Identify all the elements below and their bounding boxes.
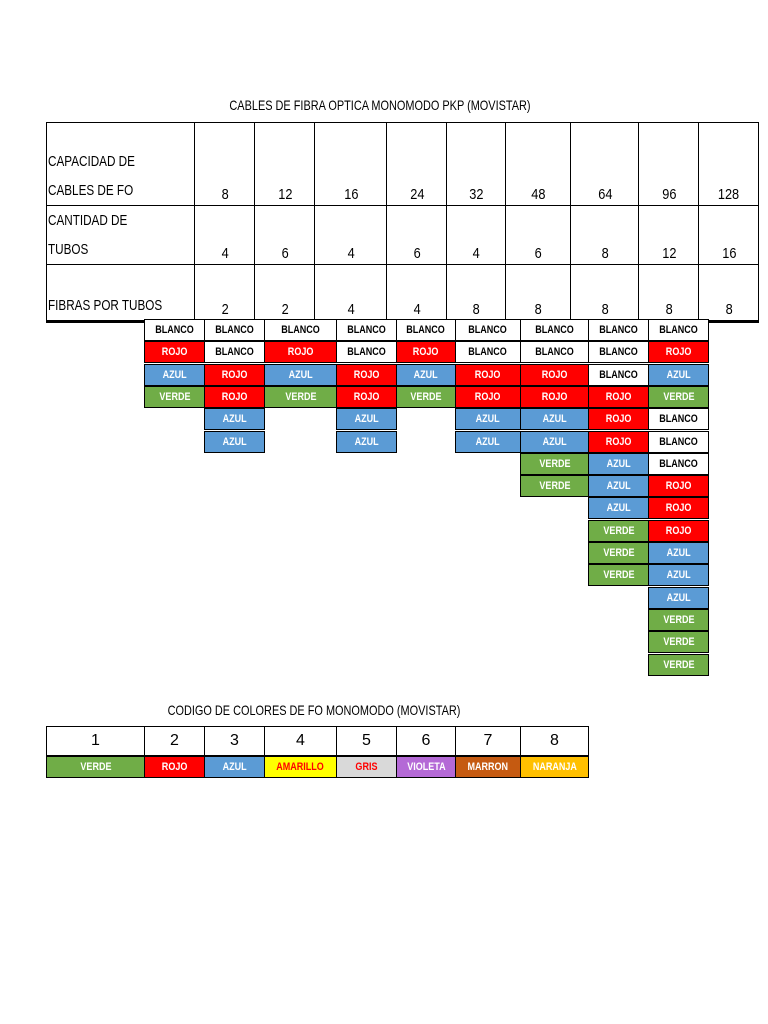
capacidad-row [47,123,759,206]
tube-color-cell: ROJO [520,364,589,386]
capacidad-cell: 32 [447,123,506,206]
tube-color-cell: ROJO [520,386,589,408]
tube-color-cell: VERDE [396,386,456,408]
tube-color-cell: BLANCO [520,319,589,341]
tubos-label-line2: TUBOS [48,241,89,258]
tube-color-cell: VERDE [144,386,205,408]
tube-color-cell: ROJO [264,341,337,363]
tube-color-cell: AZUL [396,364,456,386]
tube-color-cell: ROJO [648,497,709,519]
tube-color-cell: BLANCO [204,341,265,363]
tube-color-cell: AZUL [336,431,397,453]
capacidad-cell: 16 [315,123,387,206]
tube-color-cell: AZUL [588,497,649,519]
tubos-cell: 8 [571,206,639,265]
tubos-cell: 6 [255,206,315,265]
page-title: CABLES DE FIBRA OPTICA MONOMODO PKP (MOVISTAR) [229,97,531,113]
capacidad-cell: 128 [699,123,759,206]
capacidad-label-line1: CAPACIDAD DE [48,153,135,170]
tube-color-cell: VERDE [648,386,709,408]
tube-color-cell: BLANCO [396,319,456,341]
tube-color-cell: BLANCO [648,453,709,475]
fibras-cell: 8 [639,265,699,322]
tube-color-cell: AZUL [144,364,205,386]
fibras-cell: 8 [699,265,759,322]
fibras-cell: 4 [315,265,387,322]
tube-color-cell: ROJO [588,431,649,453]
tube-color-cell: VERDE [264,386,337,408]
tubos-cell: 12 [639,206,699,265]
color-code-swatch: GRIS [337,756,397,778]
tubos-cell: 6 [387,206,447,265]
tube-color-cell: BLANCO [204,319,265,341]
tubos-row [47,206,759,265]
capacidad-cell: 64 [571,123,639,206]
tube-color-cell: AZUL [520,431,589,453]
tube-color-cell: ROJO [204,386,265,408]
fiber-cable-table [46,122,759,323]
capacidad-label [47,123,195,206]
color-code-title: CODIGO DE COLORES DE FO MONOMODO (MOVISTAR) [167,702,461,718]
tubos-label [47,206,195,265]
color-code-names-row [47,756,589,778]
color-code-number: 8 [521,727,589,757]
tube-color-cell: ROJO [455,364,521,386]
capacidad-cell: 96 [639,123,699,206]
fibras-cell: 2 [255,265,315,322]
tube-color-cell: AZUL [204,431,265,453]
tube-color-cell: AZUL [648,542,709,564]
tube-color-cell: VERDE [520,475,589,497]
tubos-cell: 6 [506,206,571,265]
tube-color-cell: ROJO [648,475,709,497]
tube-color-cell: VERDE [588,520,649,542]
tube-color-cell: AZUL [588,475,649,497]
tube-color-cell: BLANCO [455,319,521,341]
color-code-number: 6 [397,727,456,757]
tube-color-cell: ROJO [588,408,649,430]
tube-color-cell: BLANCO [588,319,649,341]
tube-color-cell: BLANCO [144,319,205,341]
tube-color-cell: ROJO [455,386,521,408]
tube-color-cell: AZUL [648,564,709,586]
tube-color-cell: VERDE [588,542,649,564]
tube-color-cell: AZUL [264,364,337,386]
tube-color-cell: BLANCO [648,319,709,341]
fibras-row [47,265,759,322]
color-code-number: 2 [145,727,205,757]
tube-color-cell: BLANCO [455,341,521,363]
fibras-label: FIBRAS POR TUBOS [47,265,195,322]
color-code-swatch: ROJO [145,756,205,778]
color-code-table [46,726,589,778]
tube-color-cell: BLANCO [648,431,709,453]
color-code-number: 4 [265,727,337,757]
tube-color-cell: VERDE [648,609,709,631]
tube-color-cell: ROJO [336,364,397,386]
tube-color-cell: ROJO [648,341,709,363]
color-code-number: 3 [205,727,265,757]
tube-color-cell: AZUL [455,408,521,430]
color-code-number: 5 [337,727,397,757]
tube-color-cell: VERDE [520,453,589,475]
tube-color-cell: AZUL [204,408,265,430]
tubos-cell: 4 [447,206,506,265]
capacidad-cell: 48 [506,123,571,206]
tube-color-cell: ROJO [204,364,265,386]
fibras-cell: 2 [195,265,255,322]
tubos-cell: 16 [699,206,759,265]
color-code-swatch: VIOLETA [397,756,456,778]
tube-color-cell: VERDE [588,564,649,586]
tube-color-cell: BLANCO [648,408,709,430]
color-code-swatch: VERDE [47,756,145,778]
tube-color-cell: BLANCO [264,319,337,341]
fibras-cell: 8 [506,265,571,322]
tube-color-cell: VERDE [648,631,709,653]
tube-color-cell: ROJO [144,341,205,363]
tube-color-cell: BLANCO [588,341,649,363]
capacidad-cell: 8 [195,123,255,206]
color-code-number: 7 [456,727,521,757]
tube-color-cell: VERDE [648,654,709,676]
color-code-numbers-row [47,727,589,757]
tube-color-cell: ROJO [396,341,456,363]
tube-color-cell: AZUL [336,408,397,430]
capacidad-label-line2: CABLES DE FO [48,182,134,199]
color-code-swatch: AMARILLO [265,756,337,778]
tubos-label-line1: CANTIDAD DE [48,212,128,229]
capacidad-cell: 24 [387,123,447,206]
tube-color-cell: BLANCO [336,341,397,363]
capacidad-cell: 12 [255,123,315,206]
tube-color-cell: AZUL [520,408,589,430]
color-code-swatch: AZUL [205,756,265,778]
tube-color-cell: ROJO [336,386,397,408]
tube-color-cell: BLANCO [520,341,589,363]
tubos-cell: 4 [195,206,255,265]
fibras-cell: 4 [387,265,447,322]
tube-color-cell: AZUL [455,431,521,453]
color-code-number: 1 [47,727,145,757]
tube-color-cell: ROJO [588,386,649,408]
tubos-cell: 4 [315,206,387,265]
fibras-cell: 8 [571,265,639,322]
fibras-cell: 8 [447,265,506,322]
color-code-swatch: NARANJA [521,756,589,778]
tube-color-cell: AZUL [648,587,709,609]
tube-color-cell: AZUL [648,364,709,386]
tube-color-cell: ROJO [648,520,709,542]
tube-color-cell: AZUL [588,453,649,475]
tube-color-cell: BLANCO [336,319,397,341]
color-code-swatch: MARRON [456,756,521,778]
tube-color-cell: BLANCO [588,364,649,386]
